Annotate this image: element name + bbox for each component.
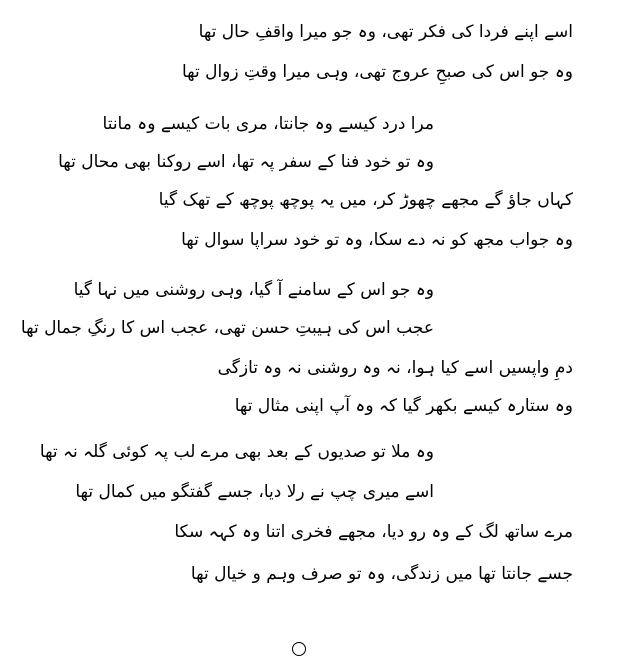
poem-line: دمِ واپسیں اسے کیا ہوا، نہ وہ روشنی نہ وہ تازگی (217, 358, 573, 378)
poem-line: وہ جو اس کے سامنے آ گیا، وہی روشنی میں نہا گیا (73, 280, 434, 300)
poem-line: مرے ساتھ لگ کے وہ رو دیا، مجھے فخری اتنا وہ کہہ سکا (174, 522, 573, 542)
poem-line: جسے جانتا تھا میں زندگی، وہ تو صرف وہم و خیال تھا (190, 564, 573, 584)
poem-line: مرا درد کیسے وہ جانتا، مری بات کیسے وہ مانتا (102, 114, 434, 134)
poem-line: وہ جو اس کی صبحِ عروج تھی، وہی میرا وقتِ زوال تھا (181, 62, 573, 82)
poem-line: وہ جواب مجھ کو نہ دے سکا، وہ تو خود سراپا سوال تھا (181, 230, 573, 250)
end-ornament-icon (292, 642, 306, 656)
poem-line: اسے اپنے فردا کی فکر تھی، وہ جو میرا واقفِ حال تھا (198, 22, 573, 42)
poem-line: کہاں جاؤ گے مجھے چھوڑ کر، میں یہ پوچھ پوچھ کے تھک گیا (158, 190, 573, 210)
poem-line: وہ تو خود فنا کے سفر پہ تھا، اسے روکنا بھی محال تھا (58, 152, 434, 172)
poem-line: وہ ملا تو صدیوں کے بعد بھی مرے لب پہ کوئی گلہ نہ تھا (39, 442, 434, 462)
poem-line: اسے میری چپ نے رلا دیا، جسے گفتگو میں کمال تھا (75, 482, 434, 502)
poem-line: وہ ستارہ کیسے بکھر گیا کہ وہ آپ اپنی مثال تھا (234, 396, 573, 416)
poem-line: عجب اس کی ہیبتِ حسن تھی، عجب اس کا رنگِ جمال تھا (20, 318, 434, 338)
